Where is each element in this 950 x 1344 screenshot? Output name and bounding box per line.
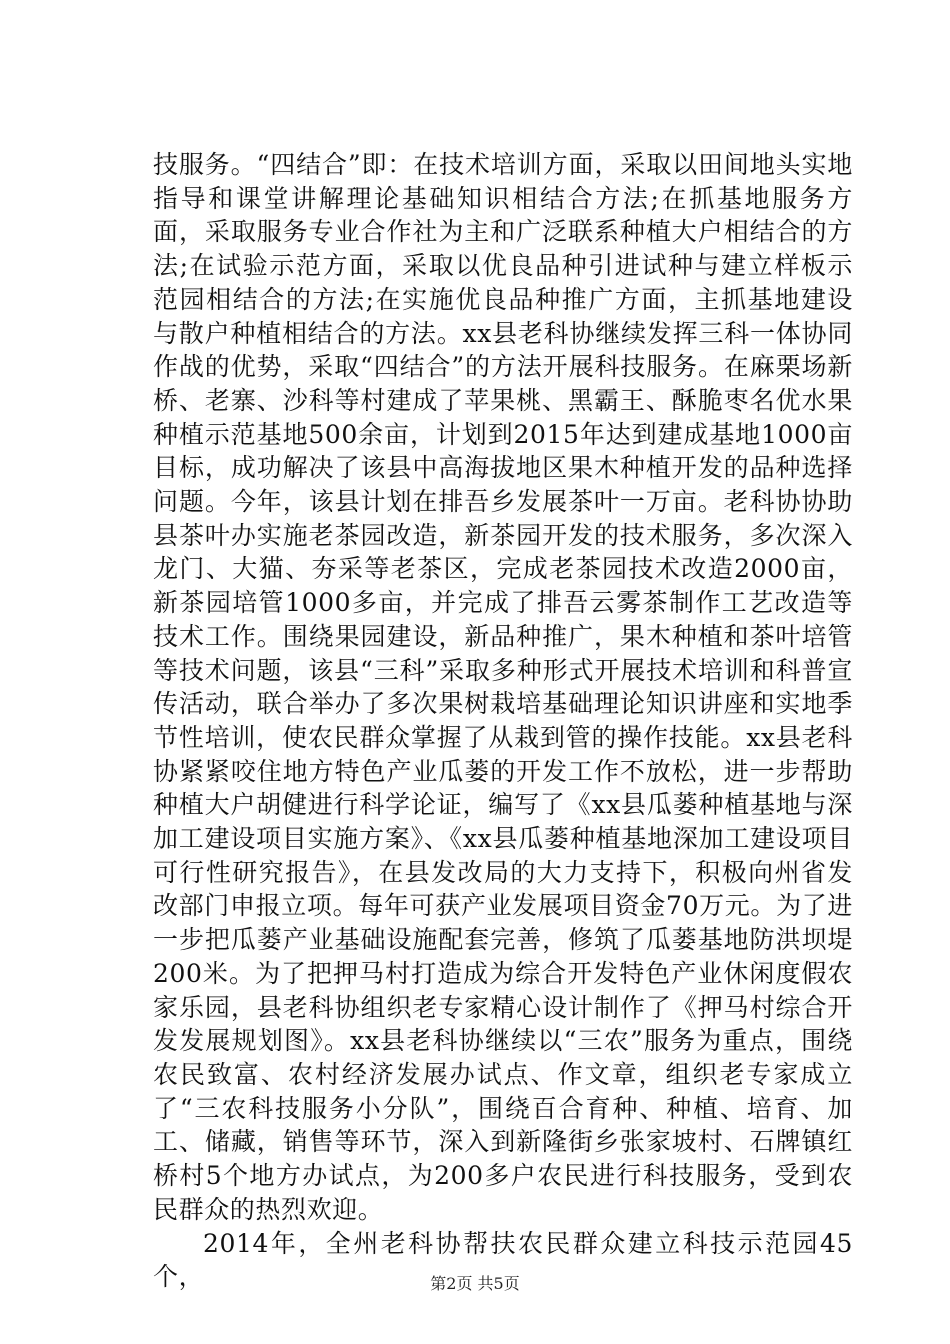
page-footer: 第2页 共5页 bbox=[430, 1274, 520, 1293]
paragraph-1: 技服务。“四结合”即：在技术培训方面，采取以田间地头实地指导和课堂讲解理论基础知识相结合方法;在抓基地服务方面，采取服务专业合作社为主和广泛联系种植大户相结合的方法;在试验示范方面，采取以优良品种引进试种与建立样板示范园相结合的方法;在实施优良品种推广方面，主抓基地建设与散户种植相结合的方法。xx县老科协继续发挥三科一体协同作战的优势，采取“四结合”的方法开展科技服务。在麻栗场新桥、老寨、沙科等村建成了苹果桃、黑霸王、酥脆枣名优水果种植示范基地500余亩，计划到2015年达到建成基地1000亩目标，成功解决了该县中高海拔地区果木种植开发的品种选择问题。今年，该县计划在排吾乡发展茶叶一万亩。老科协协助县茶叶办实施老茶园改造，新茶园开发的技术服务，多次深入龙门、大猫、夯采等老茶区，完成老茶园技术改造2000亩，新茶园培管1000多亩，并完成了排吾云雾茶制作工艺改造等技术工作。围绕果园建设，新品种推广，果木种植和茶叶培管等技术问题，该县“三科”采取多种形式开展技术培训和科普宣传活动，联合举办了多次果树栽培基础理论知识讲座和实地季节性培训，使农民群众掌握了从栽到管的操作技能。xx县老科协紧紧咬住地方特色产业瓜蒌的开发工作不放松，进一步帮助种植大户胡健进行科学论证，编写了《xx县瓜蒌种植基地与深加工建设项目实施方案》、《xx县瓜蒌种植基地深加工建设项目可行性研究报告》，在县发改局的大力支持下，积极向州省发改部门申报立项。每年可获产业发展项目资金70万元。为了进一步把瓜蒌产业基础设施配套完善，修筑了瓜蒌基地防洪坝堤200米。为了把押马村打造成为综合开发特色产业休闲度假农家乐园，县老科协组织老专家精心设计制作了《押马村综合开发发展规划图》。xx县老科协继续以“三农”服务为重点，围绕农民致富、农村经济发展办试点、作文章，组织老专家成立了“三农科技服务小分队”，围绕百合育种、种植、培育、加工、储藏，销售等环节，深入到新隆街乡张家坡村、石牌镇红桥村5个地方办试点，为200多户农民进行科技服务，受到农民群众的热烈欢迎。 bbox=[153, 150, 853, 1224]
paragraph-2: 2014年，全州老科协帮扶农民群众建立科技示范园45个， bbox=[153, 1228, 853, 1292]
document-body bbox=[153, 148, 853, 1294]
